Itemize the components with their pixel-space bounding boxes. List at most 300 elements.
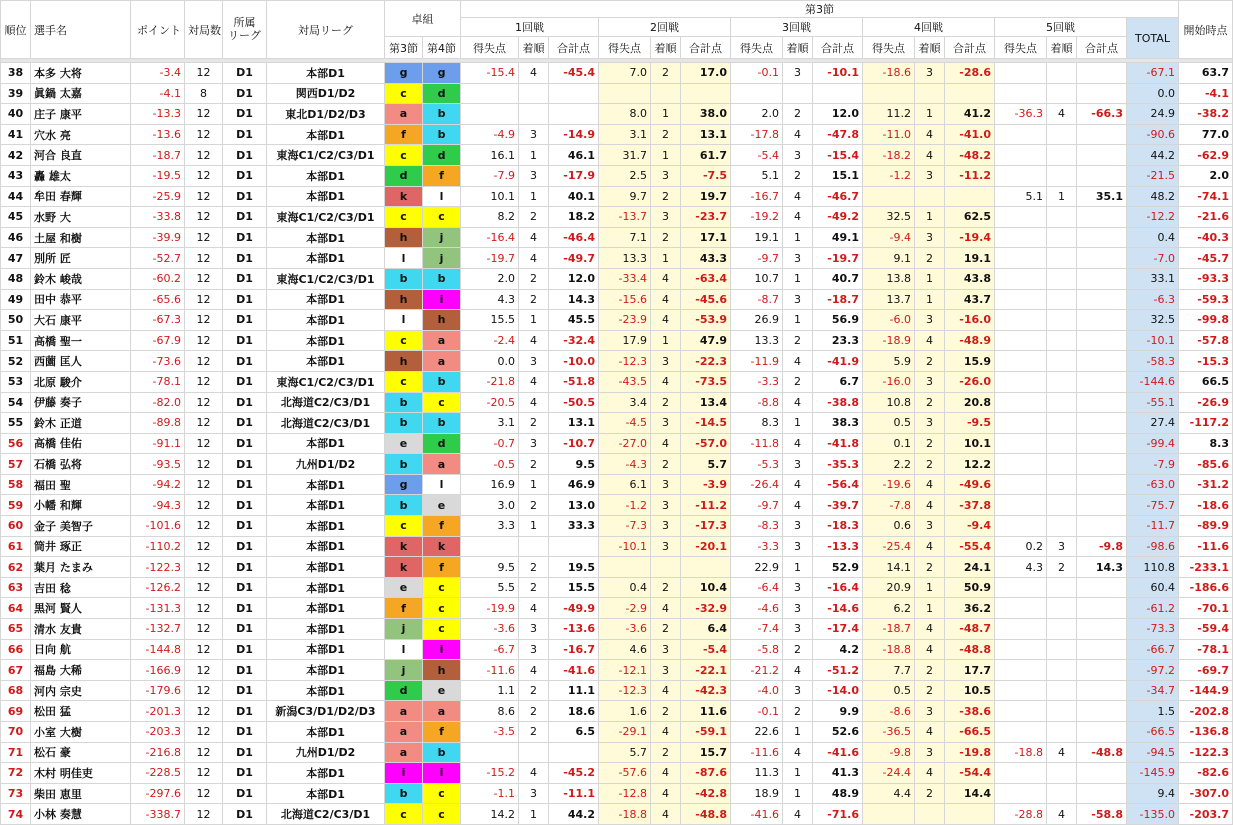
start-cell: 66.5 [1179, 371, 1233, 392]
start-cell: 8.3 [1179, 433, 1233, 454]
league-cell: 本部D1 [267, 227, 385, 248]
round3-place-cell: 4 [783, 660, 813, 681]
round3-sum-cell: -19.7 [813, 248, 863, 269]
round4-score-cell: -25.4 [863, 536, 915, 557]
round1-score-cell: -19.9 [461, 598, 519, 619]
round5-place-cell [1047, 639, 1077, 660]
round4-score-cell: 14.1 [863, 557, 915, 578]
round1-place-cell: 2 [519, 454, 549, 475]
total-cell: -21.5 [1127, 165, 1179, 186]
points-cell: -73.6 [131, 351, 185, 372]
table-s4-cell: a [423, 701, 461, 722]
round3-sum-cell: 9.9 [813, 701, 863, 722]
round5-sum-cell: -9.8 [1077, 536, 1127, 557]
round3-place-cell: 4 [783, 186, 813, 207]
table-s3-cell: j [385, 619, 423, 640]
round1-place-cell: 4 [519, 63, 549, 84]
table-row [1, 742, 1233, 763]
round5-sum-cell [1077, 289, 1127, 310]
start-cell: -11.6 [1179, 536, 1233, 557]
total-cell: 110.8 [1127, 557, 1179, 578]
col-score: 得失点 [995, 37, 1047, 59]
start-cell: -82.6 [1179, 763, 1233, 784]
round5-sum-cell [1077, 516, 1127, 537]
table-row [1, 289, 1233, 310]
player-name: 高橋 佳佑 [31, 433, 131, 454]
start-cell: -186.6 [1179, 577, 1233, 598]
round1-sum-cell: -13.6 [549, 619, 599, 640]
round2-sum-cell: 6.4 [681, 619, 731, 640]
round2-place-cell: 1 [651, 330, 681, 351]
round1-sum-cell: -11.1 [549, 783, 599, 804]
round2-sum-cell: -23.7 [681, 207, 731, 228]
round5-place-cell [1047, 783, 1077, 804]
round1-score-cell: 1.1 [461, 680, 519, 701]
round1-place-cell: 4 [519, 227, 549, 248]
league-cell: 本部D1 [267, 310, 385, 331]
table-row [1, 598, 1233, 619]
round4-sum-cell: -11.2 [945, 165, 995, 186]
total-cell: 0.0 [1127, 83, 1179, 104]
round2-score-cell: 13.3 [599, 248, 651, 269]
league-cell: 東海C1/C2/C3/D1 [267, 207, 385, 228]
round2-sum-cell: -11.2 [681, 495, 731, 516]
round3-score-cell: -9.7 [731, 248, 783, 269]
table-row [1, 577, 1233, 598]
round3-score-cell: -6.4 [731, 577, 783, 598]
games-cell: 12 [185, 639, 223, 660]
round1-place-cell: 3 [519, 165, 549, 186]
round2-score-cell: -18.8 [599, 804, 651, 825]
affil-cell: D1 [223, 227, 267, 248]
round2-place-cell: 2 [651, 124, 681, 145]
rank-cell: 69 [1, 701, 31, 722]
round1-score-cell: 14.2 [461, 804, 519, 825]
round1-place-cell: 2 [519, 722, 549, 743]
round5-score-cell [995, 268, 1047, 289]
round3-place-cell: 2 [783, 104, 813, 125]
table-row [1, 83, 1233, 104]
round3-sum-cell: -10.1 [813, 63, 863, 84]
round4-sum-cell: -54.4 [945, 763, 995, 784]
table-row [1, 495, 1233, 516]
round5-score-cell: 0.2 [995, 536, 1047, 557]
round4-score-cell: -24.4 [863, 763, 915, 784]
table-row [1, 248, 1233, 269]
league-cell: 本部D1 [267, 186, 385, 207]
start-cell: -59.3 [1179, 289, 1233, 310]
points-cell: -101.6 [131, 516, 185, 537]
rank-cell: 54 [1, 392, 31, 413]
round1-place-cell: 4 [519, 763, 549, 784]
start-cell: -74.1 [1179, 186, 1233, 207]
round3-sum-cell: -41.8 [813, 433, 863, 454]
round3-place-cell: 2 [783, 639, 813, 660]
total-cell: -75.7 [1127, 495, 1179, 516]
round4-place-cell: 4 [915, 474, 945, 495]
round5-sum-cell [1077, 63, 1127, 84]
player-name: 北原 駿介 [31, 371, 131, 392]
round4-sum-cell: 15.9 [945, 351, 995, 372]
round2-sum-cell: 47.9 [681, 330, 731, 351]
affil-cell: D1 [223, 186, 267, 207]
round5-sum-cell [1077, 268, 1127, 289]
total-cell: -58.3 [1127, 351, 1179, 372]
round4-score-cell: -9.4 [863, 227, 915, 248]
player-name: 福島 大稀 [31, 660, 131, 681]
round4-sum-cell: -48.2 [945, 145, 995, 166]
round5-score-cell [995, 145, 1047, 166]
start-cell: -117.2 [1179, 413, 1233, 434]
player-name: 日向 航 [31, 639, 131, 660]
games-cell: 12 [185, 619, 223, 640]
player-name: 金子 美智子 [31, 516, 131, 537]
affil-cell: D1 [223, 207, 267, 228]
round3-sum-cell: -15.4 [813, 145, 863, 166]
round4-place-cell: 3 [915, 742, 945, 763]
table-s4-cell: b [423, 742, 461, 763]
start-cell: -136.8 [1179, 722, 1233, 743]
player-name: 鈴木 峻哉 [31, 268, 131, 289]
round3-score-cell: -4.0 [731, 680, 783, 701]
round1-place-cell: 2 [519, 268, 549, 289]
points-cell: -52.7 [131, 248, 185, 269]
round1-sum-cell: 33.3 [549, 516, 599, 537]
round4-sum-cell: -48.9 [945, 330, 995, 351]
round3-place-cell: 3 [783, 248, 813, 269]
table-s3-cell: c [385, 516, 423, 537]
rank-cell: 60 [1, 516, 31, 537]
round4-place-cell: 4 [915, 330, 945, 351]
round2-place-cell: 3 [651, 495, 681, 516]
league-cell: 本部D1 [267, 722, 385, 743]
games-cell: 12 [185, 186, 223, 207]
table-row [1, 701, 1233, 722]
round3-place-cell: 3 [783, 598, 813, 619]
total-cell: -94.5 [1127, 742, 1179, 763]
round3-place-cell: 1 [783, 783, 813, 804]
total-cell: -12.2 [1127, 207, 1179, 228]
round1-sum-cell: -45.4 [549, 63, 599, 84]
round5-place-cell: 4 [1047, 104, 1077, 125]
rank-cell: 46 [1, 227, 31, 248]
total-cell: -10.1 [1127, 330, 1179, 351]
total-cell: -145.9 [1127, 763, 1179, 784]
points-cell: -110.2 [131, 536, 185, 557]
rank-cell: 43 [1, 165, 31, 186]
round4-sum-cell: -19.4 [945, 227, 995, 248]
round3-sum-cell: 49.1 [813, 227, 863, 248]
round2-sum-cell: -42.3 [681, 680, 731, 701]
round1-place-cell: 4 [519, 392, 549, 413]
round4-sum-cell: -9.5 [945, 413, 995, 434]
round5-sum-cell [1077, 454, 1127, 475]
table-s4-cell: c [423, 598, 461, 619]
col-score: 得失点 [731, 37, 783, 59]
round3-place-cell: 4 [783, 124, 813, 145]
start-cell: -89.9 [1179, 516, 1233, 537]
round1-sum-cell: 46.9 [549, 474, 599, 495]
round5-sum-cell [1077, 639, 1127, 660]
player-name: 小幡 和輝 [31, 495, 131, 516]
round2-score-cell: 9.7 [599, 186, 651, 207]
round1-sum-cell: -10.0 [549, 351, 599, 372]
round5-sum-cell [1077, 680, 1127, 701]
league-cell: 本部D1 [267, 516, 385, 537]
round1-sum-cell [549, 104, 599, 125]
round5-score-cell [995, 577, 1047, 598]
round3-place-cell: 4 [783, 433, 813, 454]
round2-score-cell: -43.5 [599, 371, 651, 392]
table-row [1, 680, 1233, 701]
round4-place-cell: 2 [915, 557, 945, 578]
round5-place-cell [1047, 474, 1077, 495]
round4-score-cell: -11.0 [863, 124, 915, 145]
affil-cell: D1 [223, 104, 267, 125]
round2-sum-cell: 11.6 [681, 701, 731, 722]
table-s3-cell: a [385, 742, 423, 763]
round3-score-cell: -9.7 [731, 495, 783, 516]
round3-place-cell: 3 [783, 63, 813, 84]
round3-score-cell: -11.9 [731, 351, 783, 372]
col-sum: 合計点 [945, 37, 995, 59]
affil-cell: D1 [223, 619, 267, 640]
table-s3-cell: j [385, 660, 423, 681]
start-cell: -78.1 [1179, 639, 1233, 660]
round1-score-cell: 2.0 [461, 268, 519, 289]
round5-score-cell: -36.3 [995, 104, 1047, 125]
table-s4-cell: c [423, 804, 461, 825]
table-s4-cell: d [423, 83, 461, 104]
round2-sum-cell: -3.9 [681, 474, 731, 495]
table-s3-cell: h [385, 227, 423, 248]
round5-sum-cell [1077, 83, 1127, 104]
table-row [1, 413, 1233, 434]
games-cell: 12 [185, 351, 223, 372]
start-cell: -26.9 [1179, 392, 1233, 413]
league-cell: 本部D1 [267, 619, 385, 640]
games-cell: 12 [185, 124, 223, 145]
round1-sum-cell: -17.9 [549, 165, 599, 186]
round3-score-cell: 19.1 [731, 227, 783, 248]
round2-place-cell: 4 [651, 433, 681, 454]
player-name: 松石 豪 [31, 742, 131, 763]
round3-sum-cell [813, 83, 863, 104]
round1-score-cell: -20.5 [461, 392, 519, 413]
player-name: 大石 康平 [31, 310, 131, 331]
round2-place-cell: 2 [651, 701, 681, 722]
round4-score-cell: 0.5 [863, 680, 915, 701]
round2-score-cell: -12.8 [599, 783, 651, 804]
round3-place-cell: 1 [783, 268, 813, 289]
round1-score-cell: -19.7 [461, 248, 519, 269]
affil-cell: D1 [223, 63, 267, 84]
table-s4-cell: i [423, 763, 461, 784]
round5-place-cell [1047, 763, 1077, 784]
round3-heading: 3回戦 [731, 18, 863, 37]
round5-score-cell [995, 763, 1047, 784]
round2-score-cell: -12.3 [599, 351, 651, 372]
round1-sum-cell: 18.6 [549, 701, 599, 722]
round2-score-cell: -57.6 [599, 763, 651, 784]
round1-place-cell: 3 [519, 639, 549, 660]
player-name: 黒河 賢人 [31, 598, 131, 619]
rank-cell: 40 [1, 104, 31, 125]
round1-score-cell: 9.5 [461, 557, 519, 578]
table-s4-cell: d [423, 433, 461, 454]
round2-sum-cell: 15.7 [681, 742, 731, 763]
round4-place-cell: 2 [915, 454, 945, 475]
table-row [1, 227, 1233, 248]
total-cell: -99.4 [1127, 433, 1179, 454]
player-name: 穴水 亮 [31, 124, 131, 145]
round1-sum-cell: -49.9 [549, 598, 599, 619]
round1-sum-cell: 14.3 [549, 289, 599, 310]
round3-sum-cell: 56.9 [813, 310, 863, 331]
total-cell: -98.6 [1127, 536, 1179, 557]
round3-sum-cell: -14.6 [813, 598, 863, 619]
start-cell: -307.0 [1179, 783, 1233, 804]
round2-sum-cell [681, 557, 731, 578]
round3-sum-cell: -46.7 [813, 186, 863, 207]
round4-sum-cell: 10.5 [945, 680, 995, 701]
affil-cell: D1 [223, 454, 267, 475]
affil-cell: D1 [223, 289, 267, 310]
round4-place-cell: 1 [915, 207, 945, 228]
games-cell: 12 [185, 289, 223, 310]
round4-sum-cell: -41.0 [945, 124, 995, 145]
round2-sum-cell: -73.5 [681, 371, 731, 392]
round2-place-cell: 2 [651, 577, 681, 598]
start-cell: -122.3 [1179, 742, 1233, 763]
total-cell: -66.7 [1127, 639, 1179, 660]
round2-place-cell: 1 [651, 104, 681, 125]
round2-place-cell: 3 [651, 639, 681, 660]
round1-sum-cell: -41.6 [549, 660, 599, 681]
round1-sum-cell: -50.5 [549, 392, 599, 413]
rank-cell: 71 [1, 742, 31, 763]
table-s3-cell: b [385, 783, 423, 804]
round2-place-cell: 3 [651, 165, 681, 186]
round4-place-cell: 4 [915, 722, 945, 743]
round5-sum-cell [1077, 577, 1127, 598]
round1-place-cell: 3 [519, 351, 549, 372]
round3-score-cell: -19.2 [731, 207, 783, 228]
round2-score-cell: -3.6 [599, 619, 651, 640]
table-s4-cell: i [423, 639, 461, 660]
round5-score-cell: 5.1 [995, 186, 1047, 207]
round4-score-cell: 9.1 [863, 248, 915, 269]
round5-score-cell [995, 371, 1047, 392]
round5-sum-cell [1077, 165, 1127, 186]
table-s4-cell: l [423, 186, 461, 207]
league-cell: 本部D1 [267, 783, 385, 804]
col-sum: 合計点 [813, 37, 863, 59]
player-name: 別所 匠 [31, 248, 131, 269]
round5-score-cell [995, 289, 1047, 310]
round5-place-cell [1047, 392, 1077, 413]
round4-place-cell: 4 [915, 124, 945, 145]
round5-place-cell [1047, 227, 1077, 248]
round1-score-cell: -15.4 [461, 63, 519, 84]
player-name: 伊藤 奏子 [31, 392, 131, 413]
round2-place-cell: 4 [651, 371, 681, 392]
round1-place-cell: 2 [519, 701, 549, 722]
table-s4-cell: k [423, 536, 461, 557]
round5-score-cell [995, 495, 1047, 516]
round2-sum-cell: 38.0 [681, 104, 731, 125]
table-s4-cell: c [423, 392, 461, 413]
round2-place-cell: 3 [651, 474, 681, 495]
player-name: 石橋 弘将 [31, 454, 131, 475]
player-name: 轟 雄太 [31, 165, 131, 186]
table-s3-cell: a [385, 722, 423, 743]
league-cell: 本部D1 [267, 598, 385, 619]
table-row [1, 207, 1233, 228]
round2-score-cell: -10.1 [599, 536, 651, 557]
table-s4-cell: g [423, 63, 461, 84]
round4-score-cell: 0.1 [863, 433, 915, 454]
table-s4-cell: f [423, 516, 461, 537]
affil-cell: D1 [223, 783, 267, 804]
round1-place-cell: 4 [519, 248, 549, 269]
total-cell: 9.4 [1127, 783, 1179, 804]
round1-sum-cell: -16.7 [549, 639, 599, 660]
points-cell: -25.9 [131, 186, 185, 207]
round3-score-cell: 10.7 [731, 268, 783, 289]
round2-score-cell: 6.1 [599, 474, 651, 495]
round1-score-cell [461, 83, 519, 104]
round4-place-cell [915, 804, 945, 825]
round2-sum-cell: -32.9 [681, 598, 731, 619]
start-cell: -18.6 [1179, 495, 1233, 516]
round4-score-cell [863, 186, 915, 207]
round4-place-cell: 1 [915, 289, 945, 310]
table-s3-cell: l [385, 310, 423, 331]
round1-sum-cell: 19.5 [549, 557, 599, 578]
round2-place-cell: 3 [651, 413, 681, 434]
round5-place-cell [1047, 145, 1077, 166]
round1-place-cell: 4 [519, 330, 549, 351]
round5-score-cell: -28.8 [995, 804, 1047, 825]
league-cell: 東海C1/C2/C3/D1 [267, 371, 385, 392]
round4-place-cell [915, 186, 945, 207]
round1-place-cell: 2 [519, 577, 549, 598]
round5-place-cell: 3 [1047, 536, 1077, 557]
round1-score-cell: -21.8 [461, 371, 519, 392]
rank-cell: 67 [1, 660, 31, 681]
round4-score-cell [863, 83, 915, 104]
round3-place-cell: 3 [783, 577, 813, 598]
round1-place-cell: 4 [519, 660, 549, 681]
round1-score-cell: 3.0 [461, 495, 519, 516]
section-heading: 第3節 [461, 1, 1179, 18]
total-cell: -7.0 [1127, 248, 1179, 269]
round2-score-cell: 17.9 [599, 330, 651, 351]
round2-sum-cell: -22.3 [681, 351, 731, 372]
round4-sum-cell: 50.9 [945, 577, 995, 598]
start-cell: -202.8 [1179, 701, 1233, 722]
total-cell: -34.7 [1127, 680, 1179, 701]
round3-score-cell: 5.1 [731, 165, 783, 186]
games-cell: 12 [185, 577, 223, 598]
round2-sum-cell: -20.1 [681, 536, 731, 557]
round5-place-cell: 2 [1047, 557, 1077, 578]
table-s3-cell: k [385, 536, 423, 557]
round4-score-cell: 2.2 [863, 454, 915, 475]
table-s4-cell: j [423, 227, 461, 248]
round4-sum-cell: -66.5 [945, 722, 995, 743]
